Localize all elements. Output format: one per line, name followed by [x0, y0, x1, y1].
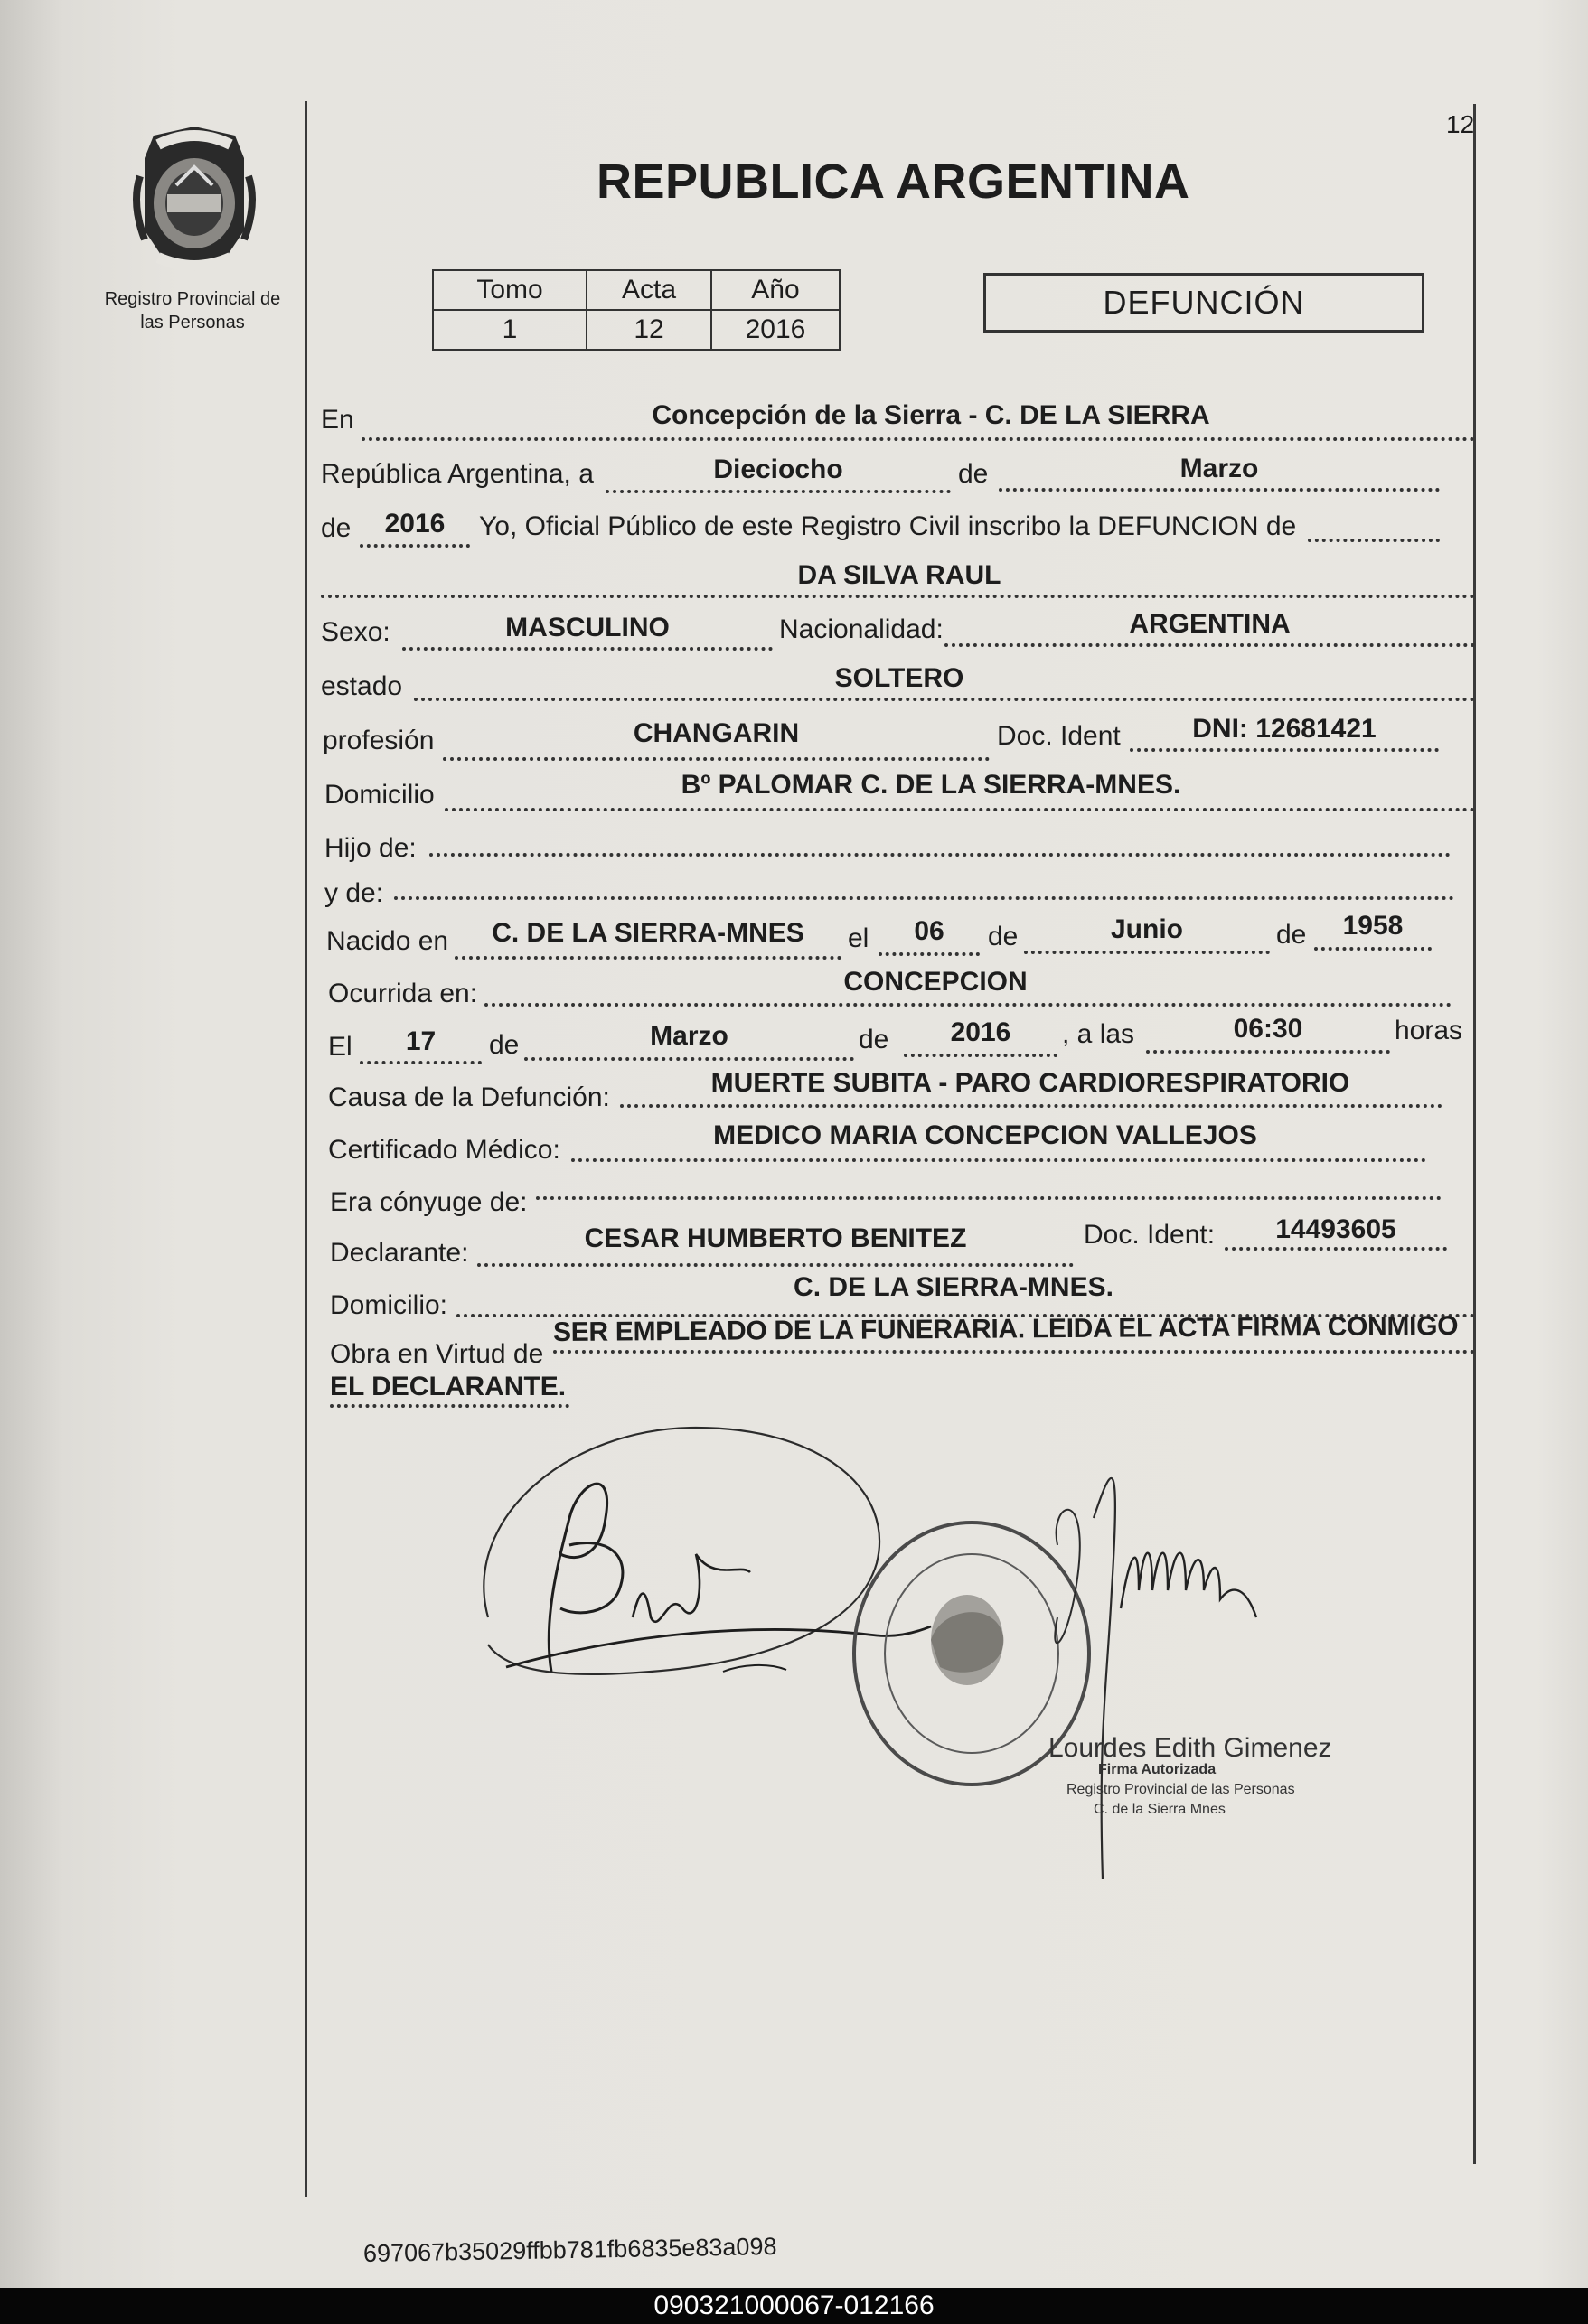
ocurrida-en-value: CONCEPCION [843, 967, 1028, 997]
en-line [362, 437, 1475, 441]
a-las-label: , a las [1062, 1019, 1135, 1049]
acta-value: 12 [587, 310, 711, 350]
republica-label: República Argentina, a [321, 459, 594, 489]
certificado-value: MEDICO MARIA CONCEPCION VALLEJOS [713, 1120, 1257, 1150]
registry-label [98, 287, 287, 334]
death-month-value: Marzo [650, 1021, 728, 1051]
declarante-line [477, 1263, 1074, 1267]
province-seal-logo [127, 122, 262, 276]
official-name: Lourdes Edith Gimenez [1048, 1733, 1332, 1763]
profesion-label: profesión [323, 726, 435, 755]
obra-line-2 [330, 1404, 569, 1408]
conyuge-line [536, 1196, 1442, 1200]
hijo-de-label: Hijo de: [324, 833, 417, 863]
domicilio-2-label: Domicilio: [330, 1290, 448, 1320]
horas-label: horas [1395, 1016, 1463, 1045]
causa-line [620, 1104, 1442, 1108]
doc-ident-2-label: Doc. Ident: [1084, 1220, 1216, 1250]
ocurrida-en-label: Ocurrida en: [328, 979, 478, 1008]
doc-ident-line [1130, 748, 1439, 752]
sexo-label: Sexo: [321, 617, 390, 647]
official-role: Firma Autorizada [1098, 1762, 1217, 1777]
day-words-line [606, 490, 951, 493]
official-org: Registro Provincial de las Personas [1066, 1782, 1295, 1797]
birth-month-line [1024, 951, 1270, 954]
day-words-value: Dieciocho [713, 454, 843, 484]
profesion-line [443, 757, 990, 761]
de-label-4: de [1276, 920, 1307, 950]
estado-label: estado [321, 671, 403, 701]
obra-value-line1: SER EMPLEADO DE LA FUNERARIA. LEIDA EL ACTA FIRMA CONMIGO [552, 1311, 1459, 1347]
conyuge-label: Era cónyuge de: [330, 1187, 528, 1217]
right-margin-line [1473, 104, 1476, 2164]
domicilio-value: Bº PALOMAR C. DE LA SIERRA-MNES. [681, 770, 1181, 800]
estado-value: SOLTERO [834, 663, 964, 693]
month-value: Marzo [1179, 454, 1259, 483]
death-day-line [360, 1061, 482, 1064]
estado-line [414, 698, 1475, 701]
tomo-value: 1 [433, 310, 587, 350]
certificado-line [571, 1158, 1426, 1162]
page-number: 12 [1446, 110, 1475, 138]
obra-line-1 [553, 1350, 1475, 1354]
death-day-value: 17 [405, 1026, 437, 1056]
registry-label-line1: Registro Provincial de [104, 289, 281, 309]
left-margin-line [305, 101, 307, 2197]
nacionalidad-line [944, 643, 1475, 647]
acta-header: Acta [587, 270, 711, 310]
deceased-name: DA SILVA RAUL [797, 560, 1001, 590]
causa-value: MUERTE SUBITA - PARO CARDIORESPIRATORIO [710, 1068, 1350, 1098]
profesion-value: CHANGARIN [633, 718, 800, 748]
footer-barcode-label: 090321000067-012166 [0, 2288, 1588, 2324]
domicilio-line [445, 808, 1475, 811]
birth-year-value: 1958 [1342, 911, 1404, 941]
hijo-de-line [429, 853, 1451, 857]
declarante-value: CESAR HUMBERTO BENITEZ [584, 1223, 967, 1253]
document-hash: 697067b35029ffbb781fb6835e83a098 [362, 2233, 777, 2267]
yo-trailing-line [1308, 539, 1440, 542]
birth-day-line [879, 952, 980, 956]
en-value: Concepción de la Sierra - C. DE LA SIERRA [652, 400, 1210, 430]
de-label-1: de [958, 459, 989, 489]
tomo-header: Tomo [433, 270, 587, 310]
y-de-line [394, 896, 1454, 900]
birth-day-value: 06 [914, 916, 944, 946]
year-value: 2016 [384, 509, 446, 539]
sexo-value: MASCULINO [505, 613, 670, 642]
anio-value: 2016 [711, 310, 840, 350]
doc-ident-label: Doc. Ident [997, 721, 1121, 751]
declarante-label: Declarante: [330, 1238, 469, 1268]
y-de-label: y de: [324, 878, 384, 908]
official-place: C. de la Sierra Mnes [1094, 1802, 1226, 1817]
en-label: En [321, 405, 354, 435]
obra-value-line2: EL DECLARANTE. [330, 1372, 567, 1401]
el-label: el [848, 923, 869, 953]
nacido-en-line [455, 956, 841, 960]
document-title: REPUBLICA ARGENTINA [597, 155, 1190, 209]
el-death-label: El [328, 1032, 352, 1062]
death-year-value: 2016 [950, 1017, 1011, 1047]
domicilio-label: Domicilio [324, 780, 435, 810]
nacido-en-label: Nacido en [326, 926, 449, 956]
death-month-line [524, 1057, 854, 1061]
ocurrida-en-line [484, 1003, 1452, 1007]
registry-label-line2: las Personas [140, 313, 245, 333]
doc-ident-2-line [1225, 1247, 1447, 1251]
death-time-line [1146, 1050, 1390, 1054]
nacionalidad-value: ARGENTINA [1129, 609, 1291, 639]
birth-month-value: Junio [1111, 914, 1183, 944]
record-type-box: DEFUNCIÓN [983, 273, 1424, 333]
causa-label: Causa de la Defunción: [328, 1082, 610, 1112]
de-label-2: de [321, 513, 352, 543]
name-line [321, 595, 1475, 598]
doc-ident-value: DNI: 12681421 [1192, 714, 1377, 744]
death-time-value: 06:30 [1233, 1014, 1303, 1044]
birth-year-line [1314, 947, 1432, 951]
nacido-en-value: C. DE LA SIERRA-MNES [492, 918, 804, 948]
anio-header: Año [711, 270, 840, 310]
obra-label: Obra en Virtud de [330, 1339, 544, 1369]
certificado-label: Certificado Médico: [328, 1135, 560, 1165]
de-label-5: de [489, 1030, 520, 1060]
de-label-6: de [859, 1025, 889, 1054]
year-line [360, 544, 470, 548]
death-year-line [904, 1054, 1057, 1057]
record-reference-table [432, 269, 841, 351]
domicilio-2-value: C. DE LA SIERRA-MNES. [794, 1272, 1113, 1302]
yo-text: Yo, Oficial Público de este Registro Civil inscribo la DEFUNCION de [479, 511, 1297, 541]
sexo-line [402, 647, 773, 651]
doc-ident-2-value: 14493605 [1275, 1214, 1396, 1244]
nacionalidad-label: Nacionalidad: [779, 614, 944, 644]
month-line [999, 488, 1440, 492]
signatures-and-stamp [425, 1410, 1329, 1916]
de-label-3: de [988, 922, 1019, 951]
